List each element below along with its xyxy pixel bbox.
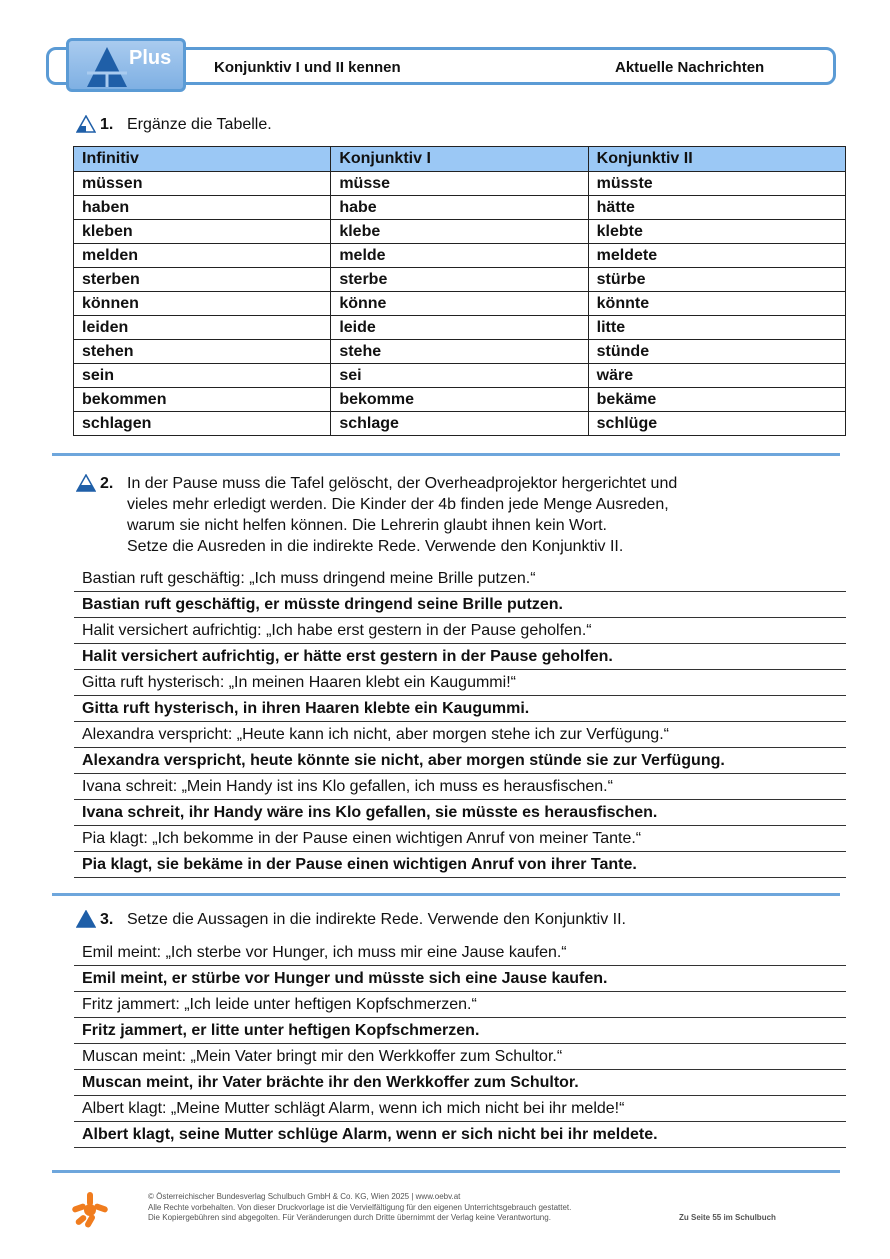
page-reference: Zu Seite 55 im Schulbuch [679,1213,776,1222]
table-cell: können [74,292,331,316]
quote-line: Halit versichert aufrichtig: „Ich habe erst gestern in der Pause geholfen.“ [74,618,846,644]
quote-line: Gitta ruft hysterisch: „In meinen Haaren klebt ein Kaugummi!“ [74,670,846,696]
table-cell: müsse [331,172,588,196]
pyramid-icon [85,45,129,89]
instruction-line: warum sie nicht helfen können. Die Lehrerin glaubt ihnen kein Wort. [127,517,607,534]
table-cell: könnte [588,292,845,316]
answer-line: Ivana schreit, ihr Handy wäre ins Klo gefallen, sie müsste es herausfischen. [74,800,846,826]
publisher-logo-icon [70,1190,110,1230]
table-cell: schlage [331,412,588,436]
table-cell: bekäme [588,388,845,412]
table-cell: stünde [588,340,845,364]
quote-line: Ivana schreit: „Mein Handy ist ins Klo gefallen, ich muss es herausfischen.“ [74,774,846,800]
table-cell: sein [74,364,331,388]
table-cell: sei [331,364,588,388]
task-instruction: Setze die Aussagen in die indirekte Rede. Verwende den Konjunktiv II. [127,911,626,928]
column-header: Infinitiv [74,147,331,172]
table-row [74,172,846,196]
table-cell: stürbe [588,268,845,292]
table-row [74,364,846,388]
table-row [74,268,846,292]
table-cell: leide [331,316,588,340]
copyright-line: © Österreichischer Bundesverlag Schulbuch GmbH & Co. KG, Wien 2025 | www.oebv.at [148,1192,461,1201]
quote-line: Alexandra verspricht: „Heute kann ich nicht, aber morgen stehe ich zur Verfügung.“ [74,722,846,748]
table-cell: habe [331,196,588,220]
quote-line: Emil meint: „Ich sterbe vor Hunger, ich muss mir eine Jause kaufen.“ [74,940,846,966]
table-cell: meldete [588,244,845,268]
table-cell: bekommen [74,388,331,412]
answer-line: Emil meint, er stürbe vor Hunger und müsste sich eine Jause kaufen. [74,966,846,992]
table-cell: sterben [74,268,331,292]
answer-line: Gitta ruft hysterisch, in ihren Haaren klebte ein Kaugummi. [74,696,846,722]
table-cell: hätte [588,196,845,220]
table-body [74,172,846,436]
section-divider [52,893,840,896]
answer-line: Fritz jammert, er litte unter heftigen Kopfschmerzen. [74,1018,846,1044]
task-number: 1. [100,116,114,133]
answer-line: Halit versichert aufrichtig, er hätte erst gestern in der Pause geholfen. [74,644,846,670]
table-cell: wäre [588,364,845,388]
quote-line: Fritz jammert: „Ich leide unter heftigen Kopfschmerzen.“ [74,992,846,1018]
section-divider [52,1170,840,1173]
answer-line: Muscan meint, ihr Vater brächte ihr den Werkkoffer zum Schultor. [74,1070,846,1096]
answer-line: Alexandra verspricht, heute könnte sie nicht, aber morgen stünde sie zur Verfügung. [74,748,846,774]
table-cell: leiden [74,316,331,340]
table-cell: haben [74,196,331,220]
section-title: Aktuelle Nachrichten [615,59,765,76]
table-cell: müsste [588,172,845,196]
copyright-line: Die Kopiergebühren sind abgegolten. Für Veränderungen durch Dritte übernimmt der Verlag keine Verantwortung. [148,1213,551,1222]
task3-exercise-lines [74,940,846,1148]
table-cell: klebte [588,220,845,244]
plus-logo [66,38,186,92]
table-cell: könne [331,292,588,316]
task-instruction: Ergänze die Tabelle. [127,116,272,133]
task-number: 2. [100,475,114,492]
task3-heading [76,909,776,931]
table-cell: melde [331,244,588,268]
section-divider [52,453,840,456]
table-cell: melden [74,244,331,268]
answer-line: Bastian ruft geschäftig, er müsste dringend seine Brille putzen. [74,592,846,618]
table-cell: müssen [74,172,331,196]
table-header-row [74,147,846,172]
page-title: Konjunktiv I und II kennen [214,59,401,76]
instruction-line: Setze die Ausreden in die indirekte Rede. Verwende den Konjunktiv II. [127,538,624,555]
instruction-line: In der Pause muss die Tafel gelöscht, der Overheadprojektor hergerichtet und [127,475,678,492]
verb-table [73,146,846,436]
difficulty-pyramid-icon [76,910,96,928]
table-row [74,292,846,316]
answer-line: Pia klagt, sie bekäme in der Pause einen wichtigen Anruf von ihrer Tante. [74,852,846,878]
table-cell: bekomme [331,388,588,412]
table-cell: stehe [331,340,588,364]
table-cell: klebe [331,220,588,244]
table-row [74,412,846,436]
table-cell: schlüge [588,412,845,436]
copyright-notice [148,1192,571,1224]
table-row [74,196,846,220]
difficulty-pyramid-icon [76,474,96,492]
difficulty-pyramid-icon [76,115,96,133]
instruction-line: vieles mehr erledigt werden. Die Kinder der 4b finden jede Menge Ausreden, [127,496,669,513]
task-number: 3. [100,911,114,928]
table-cell: stehen [74,340,331,364]
table-cell: kleben [74,220,331,244]
quote-line: Pia klagt: „Ich bekomme in der Pause einen wichtigen Anruf von meiner Tante.“ [74,826,846,852]
quote-line: Muscan meint: „Mein Vater bringt mir den Werkkoffer zum Schultor.“ [74,1044,846,1070]
column-header: Konjunktiv I [331,147,588,172]
copyright-line: Alle Rechte vorbehalten. Von dieser Druckvorlage ist die Vervielfältigung für den eigenen Unterrichtsgebrauch gestattet. [148,1202,572,1212]
task-instruction [127,473,677,557]
table-row [74,388,846,412]
column-header: Konjunktiv II [588,147,845,172]
answer-line: Albert klagt, seine Mutter schlüge Alarm, wenn er sich nicht bei ihr meldete. [74,1122,846,1148]
table-row [74,244,846,268]
quote-line: Bastian ruft geschäftig: „Ich muss dringend meine Brille putzen.“ [74,566,846,592]
quote-line: Albert klagt: „Meine Mutter schlägt Alarm, wenn ich mich nicht bei ihr melde!“ [74,1096,846,1122]
table-cell: litte [588,316,845,340]
logo-label: Plus [129,47,172,69]
table-row [74,340,846,364]
task1-heading [76,114,776,136]
table-row [74,316,846,340]
task2-heading [76,473,776,557]
table-cell: schlagen [74,412,331,436]
task2-exercise-lines [74,566,846,878]
table-row [74,220,846,244]
table-cell: sterbe [331,268,588,292]
